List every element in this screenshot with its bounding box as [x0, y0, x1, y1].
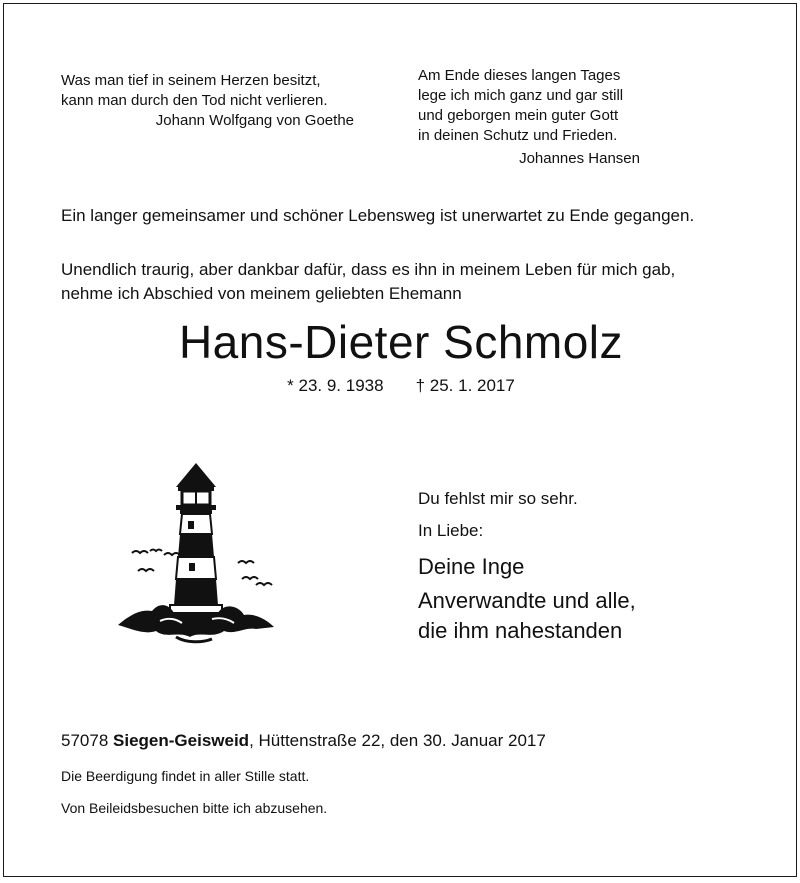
quote-author: Johann Wolfgang von Goethe	[155, 112, 354, 129]
life-dates	[4, 376, 798, 396]
quote-line: und geborgen mein guter Gott	[418, 107, 619, 124]
funeral-note: Die Beerdigung findet in aller Stille statt.	[61, 768, 310, 784]
quote-hansen	[418, 66, 648, 169]
death-date: † 25. 1. 2017	[415, 376, 515, 395]
city: Siegen-Geisweid	[113, 731, 250, 750]
quote-line: lege ich mich ganz und gar still	[418, 87, 624, 104]
quote-line: Was man tief in seinem Herzen besitzt,	[61, 72, 321, 89]
farewell-line-1: Unendlich traurig, aber dankbar dafür, dass es ihn in meinem Leben für mich gab,	[61, 260, 676, 279]
lighthouse-icon	[116, 459, 276, 644]
quote-author: Johannes Hansen	[519, 150, 640, 167]
address-line	[61, 731, 546, 751]
wife-name: Deine Inge	[418, 554, 525, 579]
miss-text: Du fehlst mir so sehr.	[418, 489, 578, 508]
visits-note: Von Beileidsbesuchen bitte ich abzusehen.	[61, 800, 328, 816]
intro-text: Ein langer gemeinsamer und schöner Lebensweg ist unerwartet zu Ende gegangen.	[61, 206, 695, 225]
relatives-line-2: die ihm nahestanden	[418, 618, 623, 643]
deceased-name: Hans-Dieter Schmolz	[178, 316, 624, 368]
relatives-line-1: Anverwandte und alle,	[418, 588, 636, 613]
farewell-line-2: nehme ich Abschied von meinem geliebten Ehemann	[61, 284, 462, 303]
postcode: 57078	[61, 731, 109, 750]
quote-line: Am Ende dieses langen Tages	[418, 67, 621, 84]
quote-line: kann man durch den Tod nicht verlieren.	[61, 92, 328, 109]
birth-date: * 23. 9. 1938	[287, 376, 384, 395]
in-love-text: In Liebe:	[418, 521, 484, 540]
obituary-notice	[3, 3, 797, 877]
street-and-date: , Hüttenstraße 22, den 30. Januar 2017	[249, 731, 546, 750]
quote-goethe	[61, 71, 361, 131]
quote-line: in deinen Schutz und Frieden.	[418, 127, 618, 144]
